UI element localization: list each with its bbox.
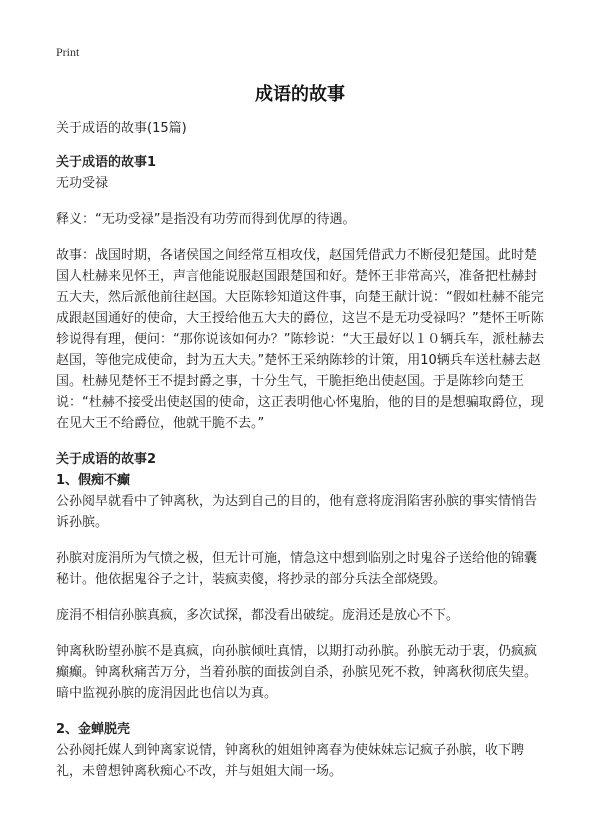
section-heading-2: 关于成语的故事2 [56,452,157,467]
document-body [56,118,548,797]
sub-heading-2: 2、金蝉脱壳 [56,722,131,737]
document-subtitle: 关于成语的故事(15篇) [56,121,187,136]
idiom-definition: 释义：“无功受禄”是指没有功劳而得到优厚的待遇。 [56,212,356,227]
page-title: 成语的故事 [255,84,345,105]
story-paragraph: 钟离秋盼望孙膑不是真疯，向孙膑倾吐真情，以期打动孙膑。孙膑无动于衷，仍疯疯癫癫。钟离秋痛苦万分，当着孙膑的面拔剑自杀，孙膑见死不救，钟离秋彻底失望。暗中监视孙膑的庞涓因此也信以为真。 [56,644,538,701]
idiom-story: 故事：战国时期，各诸侯国之间经常互相攻伐，赵国凭借武力不断侵犯楚国。此时楚国人杜赫来见怀王，声言他能说服赵国跟楚国和好。楚怀王非常高兴，准备把杜赫封五大夫，然后派他前往赵国。大臣陈轸知道这件事，向楚王献计说：“假如杜赫不能完成跟赵国通好的使命，大王授给他五大夫的爵位，这岂不是无功受禄吗？”楚怀王听陈轸说得有理，便问：“那你说该如何办？”陈轸说：“大王最好以１０辆兵车，派杜赫去赵国，等他完成使命，封为五大夫。”楚怀王采纳陈轸的计策，用10辆兵车送杜赫去赵国。杜赫见楚怀王不提封爵之事，十分生气，干脆拒绝出使赵国。于是陈轸向楚王说：“杜赫不接受出使赵国的使命，这正表明他心怀鬼胎，他的目的是想骗取爵位，现在见大王不给爵位，他就干脆不去。” [56,248,545,431]
sub-heading-1: 1、假痴不癫 [56,473,131,488]
story-paragraph: 孙膑对庞涓所为气愤之极，但无计可施，情急这中想到临别之时鬼谷子送给他的锦囊秘计。他依据鬼谷子之计，装疯卖傻，将抄录的部分兵法全部烧毁。 [56,551,538,587]
print-label: Print [56,45,80,59]
story-paragraph: 公孙阅早就看中了钟离秋，为达到自己的目的，他有意将庞涓陷害孙膑的事实情悄告诉孙膑。 [56,494,538,530]
story-paragraph: 庞涓不相信孙膑真疯，多次试探，都没看出破绽。庞涓还是放心不下。 [56,608,460,623]
story-paragraph: 公孙阅托媒人到钟离家说情，钟离秋的姐姐钟离春为使妹妹忘记疯子孙膑，收下聘礼，未曾想钟离秋痴心不改，并与姐姐大闹一场。 [56,743,525,779]
section-heading-1: 关于成语的故事1 [56,155,157,170]
idiom-name: 无功受禄 [56,176,109,191]
